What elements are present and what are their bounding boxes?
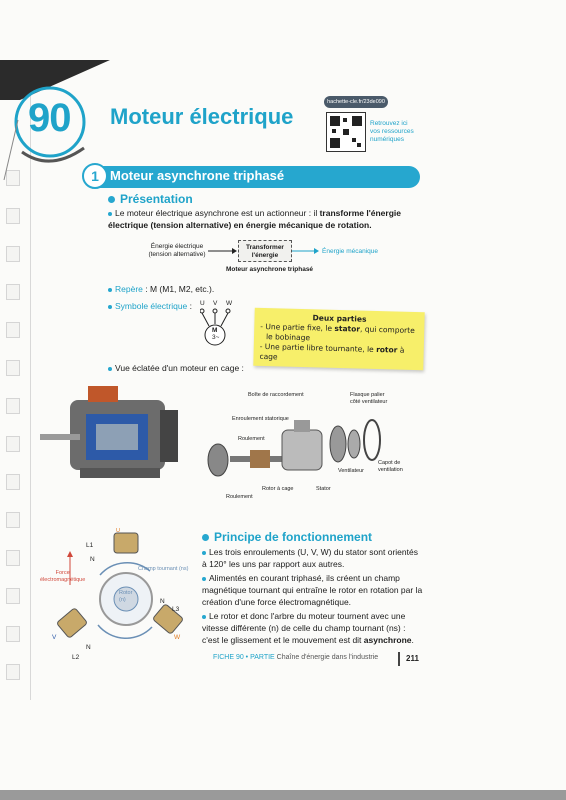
bullet-icon: [202, 577, 206, 581]
page-title: Moteur électrique: [110, 104, 294, 129]
bullet-icon: [108, 305, 112, 309]
label-capot: Capot de ventilation: [378, 460, 403, 473]
principe-heading: Principe de fonctionnement: [202, 530, 372, 544]
bullet-icon: [108, 212, 112, 216]
field-label-l3: L3: [172, 606, 180, 613]
section-number: 1: [82, 163, 108, 189]
label-ventilateur: Ventilateur: [338, 468, 364, 474]
energy-input: Énergie électrique (tension alternative): [148, 243, 206, 258]
transform-box: Transformer l'énergie: [238, 240, 292, 262]
resource-cta: Retrouvez ici vos ressources numériques: [370, 120, 414, 143]
bullet-icon: [108, 367, 112, 371]
field-label-force: Force électromagnétique: [40, 570, 86, 583]
field-label-n3: N: [86, 644, 91, 651]
vue-eclatee-line: Vue éclatée d'un moteur en cage :: [108, 362, 244, 374]
label-rotor: Rotor à cage: [262, 486, 294, 492]
section-title: Moteur asynchrone triphasé: [110, 168, 285, 183]
exploded-view-image: [196, 410, 386, 490]
field-label-w: W: [174, 634, 181, 641]
bullet-icon: [108, 288, 112, 292]
symbole-line: Symbole électrique :: [108, 300, 192, 312]
resource-link[interactable]: hachette-cle.fr/23de090: [324, 96, 388, 108]
bullet-icon: [108, 196, 115, 203]
page-footer: FICHE 90 • PARTIE Chaîne d'énergie dans l'industrie: [213, 654, 379, 661]
diagram-caption: Moteur asynchrone triphasé: [226, 266, 314, 273]
scanner-edge: [0, 790, 566, 800]
field-label-l1: L1: [86, 542, 94, 549]
field-label-u: U: [116, 528, 120, 534]
label-enroulement: Enroulement statorique: [232, 416, 289, 422]
label-flasque: Flasque palier côté ventilateur: [350, 392, 388, 405]
presentation-heading: Présentation: [108, 192, 193, 206]
label-roulement-bottom: Roulement: [226, 494, 253, 500]
bullet-icon: [202, 615, 206, 619]
bullet-icon: [202, 534, 209, 541]
motor-cutaway-image: [40, 380, 190, 490]
binder-holes: [6, 170, 20, 702]
presentation-intro: Le moteur électrique asynchrone est un actionneur : il transforme l'énergie électrique (tension alternative) en énergie mécanique de rotation.: [108, 208, 401, 230]
energy-output: Énergie mécanique: [322, 248, 379, 255]
label-roulement-top: Roulement: [238, 436, 265, 442]
field-label-n1: N: [90, 556, 95, 563]
field-label-champ: Champ tournant (ns): [138, 566, 189, 572]
sticky-note: Deux parties - Une partie fixe, le stator, qui comporte le bobinage - Une partie libre tournante, le rotor à cage: [253, 308, 424, 370]
field-label-v: V: [52, 634, 57, 641]
field-label-l2: L2: [72, 654, 80, 661]
fiche-number: 90: [28, 96, 71, 140]
footer-divider: [398, 652, 400, 666]
label-stator: Stator: [316, 486, 331, 492]
qr-code-icon: [327, 113, 365, 151]
field-label-n2: N: [160, 598, 165, 605]
label-boite: Boîte de raccordement: [248, 392, 304, 398]
page-number: 211: [406, 654, 419, 663]
repere-line: Repère : M (M1, M2, etc.).: [108, 283, 214, 295]
qr-code[interactable]: [326, 112, 366, 152]
motor-symbol: U V W M 3~: [200, 300, 260, 348]
bullet-icon: [202, 551, 206, 555]
field-label-rotor: Rotor (n): [119, 590, 133, 603]
principe-list: Les trois enroulements (U, V, W) du stator sont orientés à 120° les uns par rapport aux autres. Alimentés en courant triphasé, ils créent un champ magnétique tournant qui entraîne le rotor en rotation par la création d'une force électromagnétique. Le rotor et donc l'arbre du moteur tournent avec une vitesse différente (n) de celle du champ tournant (ns) : c'est le glissement et le mouvement est dit asynchrone.: [202, 547, 423, 645]
